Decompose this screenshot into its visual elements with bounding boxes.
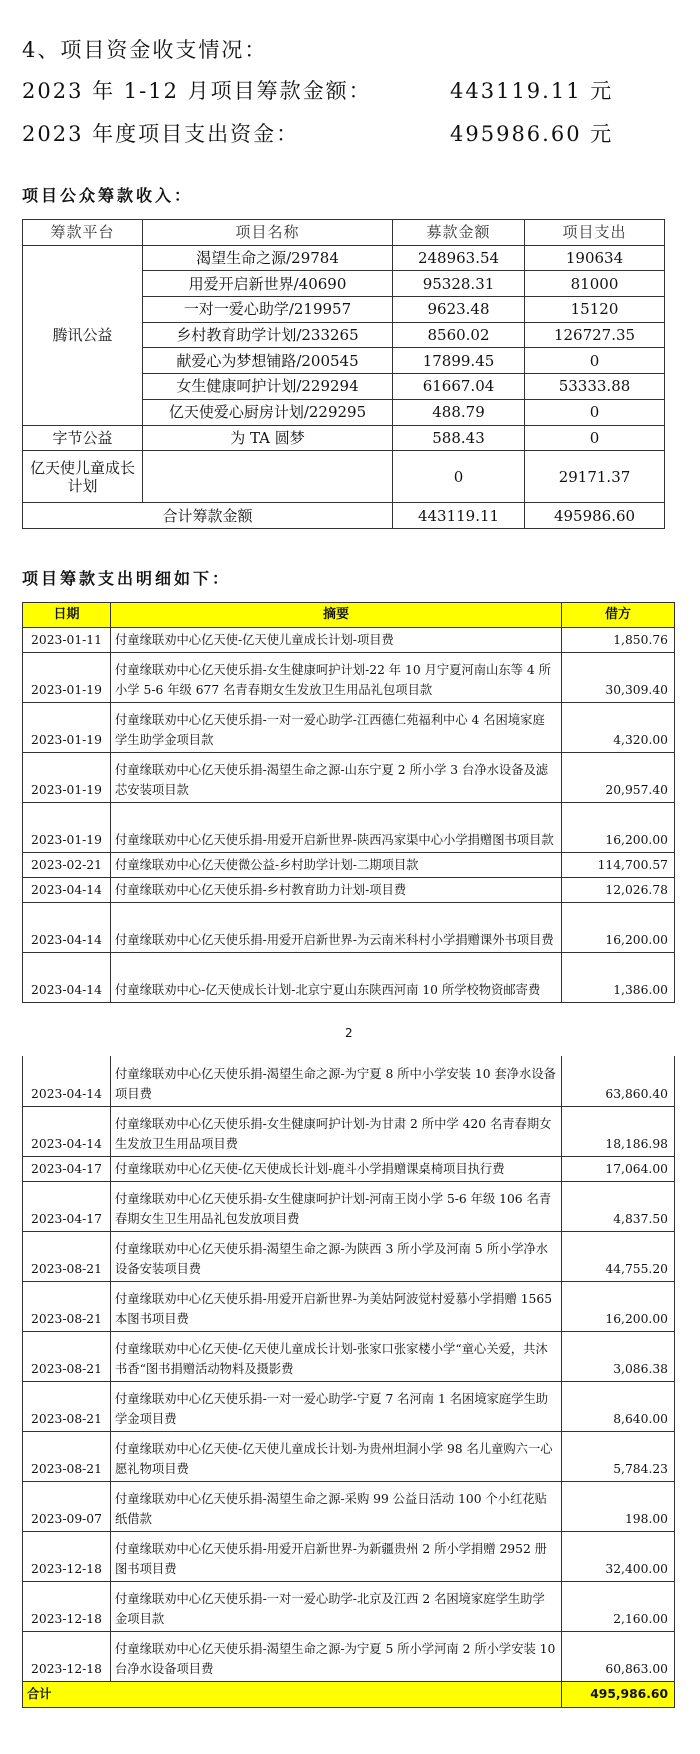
income-header-spent: 项目支出 [525, 220, 665, 246]
expense-date: 2023-04-14 [23, 1056, 111, 1106]
expense-total-row [23, 1681, 675, 1707]
raised-line [22, 75, 614, 105]
expense-date: 2023-01-19 [23, 703, 111, 753]
expense-date: 2023-04-17 [23, 1181, 111, 1231]
expense-date: 2023-08-21 [23, 1431, 111, 1481]
income-row [23, 245, 665, 271]
expense-row [23, 1531, 675, 1581]
expense-row [23, 953, 675, 1003]
expense-amount: 1,386.00 [562, 953, 675, 1003]
expense-date: 2023-12-18 [23, 1531, 111, 1581]
platform-yitianshi: 亿天使儿童成长计划 [23, 451, 143, 503]
expense-desc: 付童缘联劝中心亿天使乐捐-一对一爱心助学-江西德仁苑福利中心 4 名困境家庭学生助学金项目款 [111, 703, 562, 753]
expense-desc: 付童缘联劝中心亿天使-亿天使儿童成长计划-张家口张家楼小学“童心关爱，共沐书香“图书捐赠活动物料及摄影费 [111, 1331, 562, 1381]
expense-header-desc: 摘要 [111, 603, 562, 628]
income-raised: 488.79 [393, 399, 525, 425]
expense-amount: 18,186.98 [562, 1106, 675, 1156]
expense-row [23, 903, 675, 953]
expense-header-row [23, 603, 675, 628]
expense-row [23, 753, 675, 803]
income-project-name: 一对一爱心助学/219957 [143, 297, 393, 323]
income-spent: 53333.88 [525, 374, 665, 400]
expense-heading: 项目筹款支出明细如下： [22, 569, 232, 588]
expense-desc: 付童缘联劝中心亿天使乐捐-用爱开启新世界-为新疆贵州 2 所小学捐赠 2952 册图书项目费 [111, 1531, 562, 1581]
expense-desc: 付童缘联劝中心-亿天使成长计划-北京宁夏山东陕西河南 10 所学校物资邮寄费 [111, 953, 562, 1003]
expense-desc: 付童缘联劝中心亿天使乐捐-渴望生命之源-山东宁夏 2 所小学 3 台净水设备及滤芯安装项目款 [111, 753, 562, 803]
expense-date: 2023-04-14 [23, 878, 111, 903]
expense-desc: 付童缘联劝中心亿天使乐捐-用爱开启新世界-陕西冯家渠中心小学捐赠图书项目款 [111, 803, 562, 853]
spent-label: 2023 年度项目支出资金： [22, 122, 300, 146]
expense-row [23, 703, 675, 753]
income-raised: 17899.45 [393, 348, 525, 374]
expense-date: 2023-08-21 [23, 1231, 111, 1281]
expense-date: 2023-12-18 [23, 1581, 111, 1631]
expense-desc: 付童缘联劝中心亿天使乐捐-女生健康呵护计划-22 年 10 月宁夏河南山东等 4 所小学 5-6 年级 677 名青春期女生发放卫生用品礼包项目款 [111, 653, 562, 703]
expense-row [23, 853, 675, 878]
income-total-row [23, 503, 665, 529]
expense-desc: 付童缘联劝中心亿天使乐捐-用爱开启新世界-为美姑阿波觉村爱慕小学捐赠 1565 本图书项目费 [111, 1281, 562, 1331]
income-total-spent: 495986.60 [525, 503, 665, 529]
income-raised: 9623.48 [393, 297, 525, 323]
expense-amount: 16,200.00 [562, 1281, 675, 1331]
income-spent: 126727.35 [525, 322, 665, 348]
expense-row [23, 1231, 675, 1281]
expense-desc: 付童缘联劝中心亿天使-亿天使成长计划-鹿斗小学捐赠课桌椅项目执行费 [111, 1156, 562, 1181]
income-raised: 248963.54 [393, 245, 525, 271]
expense-date: 2023-04-14 [23, 903, 111, 953]
income-project-name: 亿天使爱心厨房计划/229295 [143, 399, 393, 425]
expense-date: 2023-08-21 [23, 1331, 111, 1381]
expense-date: 2023-04-17 [23, 1156, 111, 1181]
expense-amount: 4,320.00 [562, 703, 675, 753]
expense-date: 2023-01-19 [23, 653, 111, 703]
expense-desc: 付童缘联劝中心亿天使乐捐-渴望生命之源-采购 99 公益日活动 100 个小红花贴纸借款 [111, 1481, 562, 1531]
section-title: 4、项目资金收支情况： [22, 38, 268, 62]
income-row [23, 451, 665, 503]
expense-amount: 8,640.00 [562, 1381, 675, 1431]
expense-amount: 1,850.76 [562, 628, 675, 653]
income-heading: 项目公众筹款收入： [22, 186, 194, 205]
expense-desc: 付童缘联劝中心亿天使乐捐-用爱开启新世界-为云南米科村小学捐赠课外书项目费 [111, 903, 562, 953]
expense-desc: 付童缘联劝中心亿天使乐捐-渴望生命之源-为宁夏 8 所中小学安装 10 套净水设备项目费 [111, 1056, 562, 1106]
page-number: 2 [345, 1026, 353, 1040]
expense-desc: 付童缘联劝中心亿天使-亿天使儿童成长计划-项目费 [111, 628, 562, 653]
expense-row [23, 1106, 675, 1156]
expense-row [23, 1631, 675, 1681]
income-project-name: 乡村教育助学计划/233265 [143, 322, 393, 348]
income-header-platform: 筹款平台 [23, 220, 143, 246]
expense-date: 2023-08-21 [23, 1281, 111, 1331]
expense-row [23, 1056, 675, 1106]
expense-table-page1 [22, 602, 675, 1003]
expense-date: 2023-09-07 [23, 1481, 111, 1531]
income-spent: 15120 [525, 297, 665, 323]
income-raised: 0 [393, 451, 525, 503]
income-spent: 29171.37 [525, 451, 665, 503]
expense-amount: 44,755.20 [562, 1231, 675, 1281]
expense-row [23, 1481, 675, 1531]
income-project-name [143, 451, 393, 503]
expense-row [23, 803, 675, 853]
spent-line [22, 118, 614, 148]
expense-amount: 30,309.40 [562, 653, 675, 703]
expense-date: 2023-12-18 [23, 1631, 111, 1681]
income-header-raised: 募款金额 [393, 220, 525, 246]
expense-date: 2023-04-14 [23, 953, 111, 1003]
expense-row [23, 1331, 675, 1381]
expense-desc: 付童缘联劝中心亿天使乐捐-女生健康呵护计划-河南王岗小学 5-6 年级 106 名青春期女生卫生用品礼包发放项目费 [111, 1181, 562, 1231]
expense-amount: 12,026.78 [562, 878, 675, 903]
income-header-project: 项目名称 [143, 220, 393, 246]
expense-amount: 5,784.23 [562, 1431, 675, 1481]
income-raised: 61667.04 [393, 374, 525, 400]
income-total-label: 合计筹款金额 [23, 503, 393, 529]
platform-bytedance: 字节公益 [23, 425, 143, 451]
expense-table-page2 [22, 1056, 675, 1708]
expense-row [23, 1156, 675, 1181]
expense-amount: 32,400.00 [562, 1531, 675, 1581]
expense-date: 2023-01-19 [23, 803, 111, 853]
expense-date: 2023-08-21 [23, 1381, 111, 1431]
expense-desc: 付童缘联劝中心亿天使乐捐-渴望生命之源-为陕西 3 所小学及河南 5 所小学净水设备安装项目费 [111, 1231, 562, 1281]
expense-desc: 付童缘联劝中心亿天使乐捐-渴望生命之源-为宁夏 5 所小学河南 2 所小学安装 10 台净水设备项目费 [111, 1631, 562, 1681]
expense-amount: 20,957.40 [562, 753, 675, 803]
expense-desc: 付童缘联劝中心亿天使微公益-乡村助学计划-二期项目款 [111, 853, 562, 878]
income-table [22, 219, 665, 529]
income-spent: 190634 [525, 245, 665, 271]
expense-desc: 付童缘联劝中心亿天使-亿天使儿童成长计划-为贵州坦洞小学 98 名儿童购六一心愿礼物项目费 [111, 1431, 562, 1481]
income-raised: 95328.31 [393, 271, 525, 297]
expense-date: 2023-01-11 [23, 628, 111, 653]
expense-amount: 63,860.40 [562, 1056, 675, 1106]
expense-row [23, 628, 675, 653]
expense-amount: 4,837.50 [562, 1181, 675, 1231]
expense-amount: 60,863.00 [562, 1631, 675, 1681]
expense-row [23, 878, 675, 903]
expense-amount: 198.00 [562, 1481, 675, 1531]
income-spent: 81000 [525, 271, 665, 297]
income-raised: 8560.02 [393, 322, 525, 348]
expense-amount: 114,700.57 [562, 853, 675, 878]
income-raised: 588.43 [393, 425, 525, 451]
expense-amount: 16,200.00 [562, 803, 675, 853]
expense-header-date: 日期 [23, 603, 111, 628]
income-spent: 0 [525, 348, 665, 374]
income-project-name: 渴望生命之源/29784 [143, 245, 393, 271]
expense-row [23, 653, 675, 703]
income-spent: 0 [525, 399, 665, 425]
expense-total-amount: 495,986.60 [562, 1681, 675, 1707]
raised-label: 2023 年 1-12 月项目筹款金额： [22, 79, 372, 103]
expense-amount: 3,086.38 [562, 1331, 675, 1381]
expense-desc: 付童缘联劝中心亿天使乐捐-女生健康呵护计划-为甘肃 2 所中学 420 名青春期女生发放卫生用品项目费 [111, 1106, 562, 1156]
income-spent: 0 [525, 425, 665, 451]
expense-date: 2023-02-21 [23, 853, 111, 878]
expense-total-label: 合计 [23, 1681, 562, 1707]
income-row [23, 425, 665, 451]
expense-date: 2023-04-14 [23, 1106, 111, 1156]
expense-header-amount: 借方 [562, 603, 675, 628]
expense-desc: 付童缘联劝中心亿天使乐捐-一对一爱心助学-北京及江西 2 名困境家庭学生助学金项目款 [111, 1581, 562, 1631]
income-header-row [23, 220, 665, 246]
expense-row [23, 1281, 675, 1331]
expense-row [23, 1431, 675, 1481]
expense-amount: 16,200.00 [562, 903, 675, 953]
income-total-raised: 443119.11 [393, 503, 525, 529]
income-project-name: 为 TA 圆梦 [143, 425, 393, 451]
expense-row [23, 1181, 675, 1231]
income-project-name: 用爱开启新世界/40690 [143, 271, 393, 297]
raised-amount: 443119.11 元 [450, 79, 614, 103]
income-project-name: 献爱心为梦想铺路/200545 [143, 348, 393, 374]
expense-desc: 付童缘联劝中心亿天使乐捐-一对一爱心助学-宁夏 7 名河南 1 名困境家庭学生助学金项目费 [111, 1381, 562, 1431]
income-project-name: 女生健康呵护计划/229294 [143, 374, 393, 400]
platform-tencent: 腾讯公益 [23, 245, 143, 425]
expense-amount: 17,064.00 [562, 1156, 675, 1181]
expense-desc: 付童缘联劝中心亿天使乐捐-乡村教育助力计划-项目费 [111, 878, 562, 903]
expense-amount: 2,160.00 [562, 1581, 675, 1631]
spent-amount: 495986.60 元 [450, 122, 614, 146]
expense-date: 2023-01-19 [23, 753, 111, 803]
expense-row [23, 1581, 675, 1631]
expense-row [23, 1381, 675, 1431]
